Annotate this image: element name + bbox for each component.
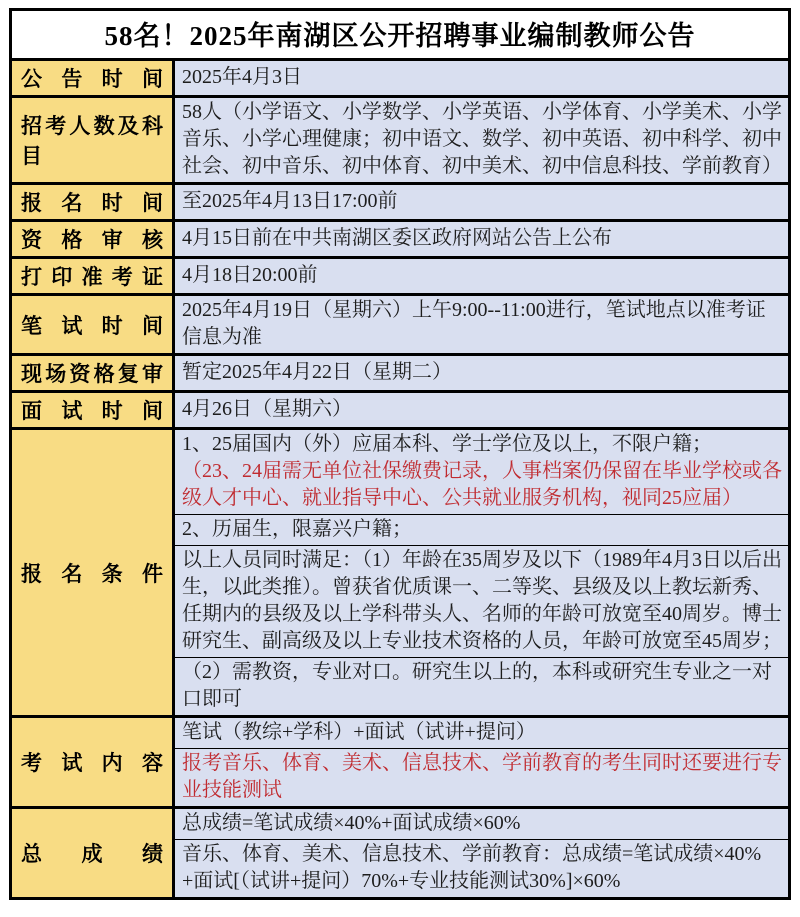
row-content-cell [174, 295, 790, 355]
row-label: 公告时间 [11, 60, 174, 97]
row-label: 招考人数及科目 [11, 97, 174, 184]
table-row [11, 808, 790, 840]
row-content-cell [174, 658, 790, 717]
content-text: 1、25届国内（外）应届本科、学士学位及以上，不限户籍； [182, 433, 712, 455]
page-title: 58名！2025年南湖区公开招聘事业编制教师公告 [11, 10, 790, 60]
row-content-cell [174, 808, 790, 840]
content-text: 笔试（教综+学科）+面试（试讲+提问） [182, 721, 536, 743]
content-text: 2025年4月19日（星期六）上午9:00--11:00进行，笔试地点以准考证信息为准 [182, 299, 766, 348]
table-row [11, 97, 790, 184]
content-text: 4月15日前在中共南湖区委区政府网站公告上公布 [182, 227, 612, 249]
row-content-cell [174, 840, 790, 899]
content-text: 总成绩=笔试成绩×40%+面试成绩×60% [182, 812, 521, 834]
row-label: 报名条件 [11, 429, 174, 717]
announcement-table-body [11, 10, 790, 899]
content-text: 4月18日20:00前 [182, 264, 318, 286]
announcement-table [9, 8, 791, 900]
row-label: 现场资格复审 [11, 355, 174, 392]
row-content-cell [174, 392, 790, 429]
content-text: 以上人员同时满足：（1）年龄在35周岁及以下（1989年4月3日以后出生，以此类推）。曾获省优质课一、二等奖、县级及以上教坛新秀、任期内的县级及以上学科带头人、名师的年龄可放宽至40周岁。博士研究生、副高级及以上专业技术资格的人员，年龄可放宽至45周岁； [182, 549, 782, 652]
row-content-cell [174, 60, 790, 97]
table-row [11, 355, 790, 392]
content-text-red: （23、24届需无单位社保缴费记录，人事档案仍保留在毕业学校或各级人才中心、就业指导中心、公共就业服务机构，视同25应届） [182, 460, 782, 509]
row-content-cell [174, 546, 790, 658]
table-row [11, 392, 790, 429]
table-row [11, 60, 790, 97]
table-row [11, 295, 790, 355]
row-label: 考试内容 [11, 717, 174, 808]
content-text: （2）需教资，专业对口。研究生以上的，本科或研究生专业之一对口即可 [182, 661, 772, 710]
row-content-cell [174, 97, 790, 184]
content-text: 至2025年4月13日17:00前 [182, 190, 398, 212]
row-label: 打印准考证 [11, 258, 174, 295]
title-row [11, 10, 790, 60]
table-row [11, 258, 790, 295]
row-content-cell [174, 184, 790, 221]
content-text-red: 报考音乐、体育、美术、信息技术、学前教育的考生同时还要进行专业技能测试 [182, 752, 782, 801]
table-row [11, 221, 790, 258]
content-text: 4月26日（星期六） [182, 398, 352, 420]
row-content-cell [174, 749, 790, 808]
content-text: 2、历届生，限嘉兴户籍； [182, 518, 412, 540]
row-label: 资格审核 [11, 221, 174, 258]
row-content-cell [174, 717, 790, 749]
table-row [11, 717, 790, 749]
content-text: 58人（小学语文、小学数学、小学英语、小学体育、小学美术、小学音乐、小学心理健康；初中语文、数学、初中英语、初中科学、初中社会、初中音乐、初中体育、初中美术、初中信息科技、学前教育） [182, 101, 782, 177]
table-row [11, 429, 790, 515]
row-content-cell [174, 515, 790, 546]
content-text: 暂定2025年4月22日（星期二） [182, 361, 452, 383]
row-content-cell [174, 429, 790, 515]
row-label: 笔试时间 [11, 295, 174, 355]
row-content-cell [174, 355, 790, 392]
row-label: 总成绩 [11, 808, 174, 899]
row-label: 面试时间 [11, 392, 174, 429]
row-label: 报名时间 [11, 184, 174, 221]
content-text: 音乐、体育、美术、信息技术、学前教育：总成绩=笔试成绩×40%+面试[（试讲+提问）70%+专业技能测试30%]×60% [182, 843, 762, 892]
row-content-cell [174, 221, 790, 258]
row-content-cell [174, 258, 790, 295]
content-text: 2025年4月3日 [182, 66, 302, 88]
table-row [11, 184, 790, 221]
